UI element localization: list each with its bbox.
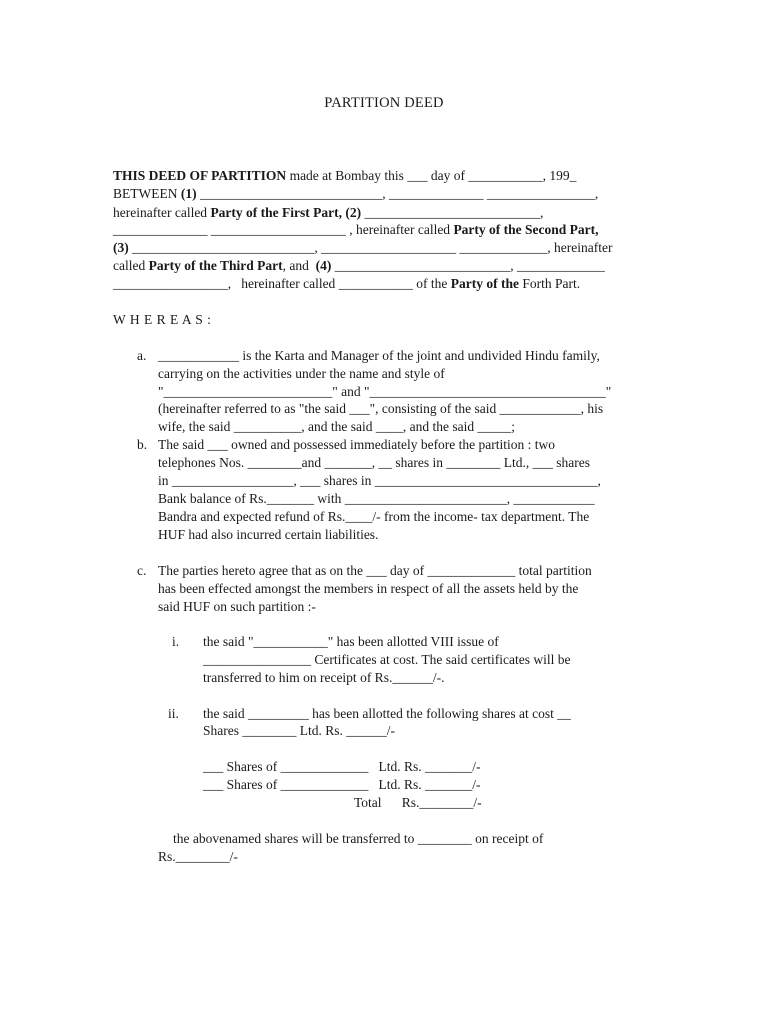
list-line: (hereinafter referred to as "the said ___", consisting of the said ____________, his (158, 401, 604, 416)
list-line: carrying on the activities under the name and style of (158, 366, 445, 381)
list-line: said HUF on such partition :- (158, 599, 316, 614)
party-label: Party of the Second Part, (453, 222, 599, 237)
intro-text: ______________ ____________________ , hereinafter called (113, 222, 454, 237)
intro-line-6 (113, 258, 605, 274)
list-marker: a. (137, 348, 147, 363)
party-number: (3) (113, 240, 129, 255)
list-marker: c. (137, 563, 147, 578)
list-line: transferred to him on receipt of Rs.______/-. (203, 670, 445, 685)
intro-text: _________________, hereinafter called ___________ of the (113, 276, 451, 291)
intro-text: hereinafter called (113, 205, 211, 220)
party-label: Party of the First Part, (2) (210, 205, 362, 220)
list-line: The said ___ owned and possessed immediately before the partition : two (158, 437, 556, 452)
party-label: Party of the Third Part (148, 258, 283, 273)
list-line: Shares ________ Ltd. Rs. ______/- (203, 723, 395, 738)
party-number: (4) (315, 258, 332, 273)
list-line: ____________ is the Karta and Manager of the joint and undivided Hindu family, (158, 348, 600, 363)
list-line: in __________________, ___ shares in _________________________________, (158, 473, 601, 488)
intro-text: called (113, 258, 149, 273)
intro-line-5 (113, 240, 612, 256)
shares-line: ___ Shares of _____________ Ltd. Rs. _______/- (203, 777, 481, 792)
list-line: the said "___________" has been allotted VIII issue of (203, 634, 499, 649)
intro-line-1 (113, 168, 576, 184)
sub-list-marker: i. (172, 634, 180, 649)
list-line: telephones Nos. ________and _______, __ shares in ________ Ltd., ___ shares (158, 455, 590, 470)
intro-text: , and (282, 258, 316, 273)
list-line: The parties hereto agree that as on the ___ day of _____________ total partition (158, 563, 592, 578)
closing-line: the abovenamed shares will be transferred to ________ on receipt of (173, 831, 544, 846)
list-line: HUF had also incurred certain liabilities. (158, 527, 379, 542)
intro-text: __________________________, _____________ (331, 258, 605, 273)
list-line: wife, the said __________, and the said ____, and the said _____; (158, 419, 515, 434)
list-marker: b. (137, 437, 148, 452)
intro-text: Forth Part. (519, 276, 581, 291)
list-line: "_________________________" and "___________________________________" (158, 384, 612, 399)
deed-heading-bold: THIS DEED OF PARTITION (113, 168, 287, 183)
shares-total: Total Rs.________/- (354, 795, 482, 810)
closing-line: Rs.________/- (158, 849, 238, 864)
intro-line-7 (113, 276, 580, 292)
list-line: the said _________ has been allotted the following shares at cost __ (203, 706, 571, 721)
list-line: ________________ Certificates at cost. The said certificates will be (203, 652, 571, 667)
party-label: Party of the (450, 276, 520, 291)
intro-text: __________________________, (361, 205, 544, 220)
document-title: PARTITION DEED (324, 95, 444, 111)
whereas-heading: W H E R E A S : (113, 312, 212, 327)
intro-line-2 (113, 186, 598, 202)
intro-text: BETWEEN (113, 186, 181, 201)
intro-line-3 (113, 205, 543, 221)
list-line: Bandra and expected refund of Rs.____/- from the income- tax department. The (158, 509, 590, 524)
intro-text: ___________________________, ____________________ _____________, hereinafter (128, 240, 613, 255)
intro-text: ___________________________, ______________ ________________, (196, 186, 599, 201)
shares-line: ___ Shares of _____________ Ltd. Rs. _______/- (203, 759, 481, 774)
party-number: (1) (180, 186, 197, 201)
intro-line-4 (113, 222, 599, 238)
intro-text: made at Bombay this ___ day of ___________, 199_ (286, 168, 577, 183)
list-line: has been effected amongst the members in respect of all the assets held by the (158, 581, 579, 596)
list-line: Bank balance of Rs._______ with ________________________, ____________ (158, 491, 595, 506)
sub-list-marker: ii. (168, 706, 179, 721)
